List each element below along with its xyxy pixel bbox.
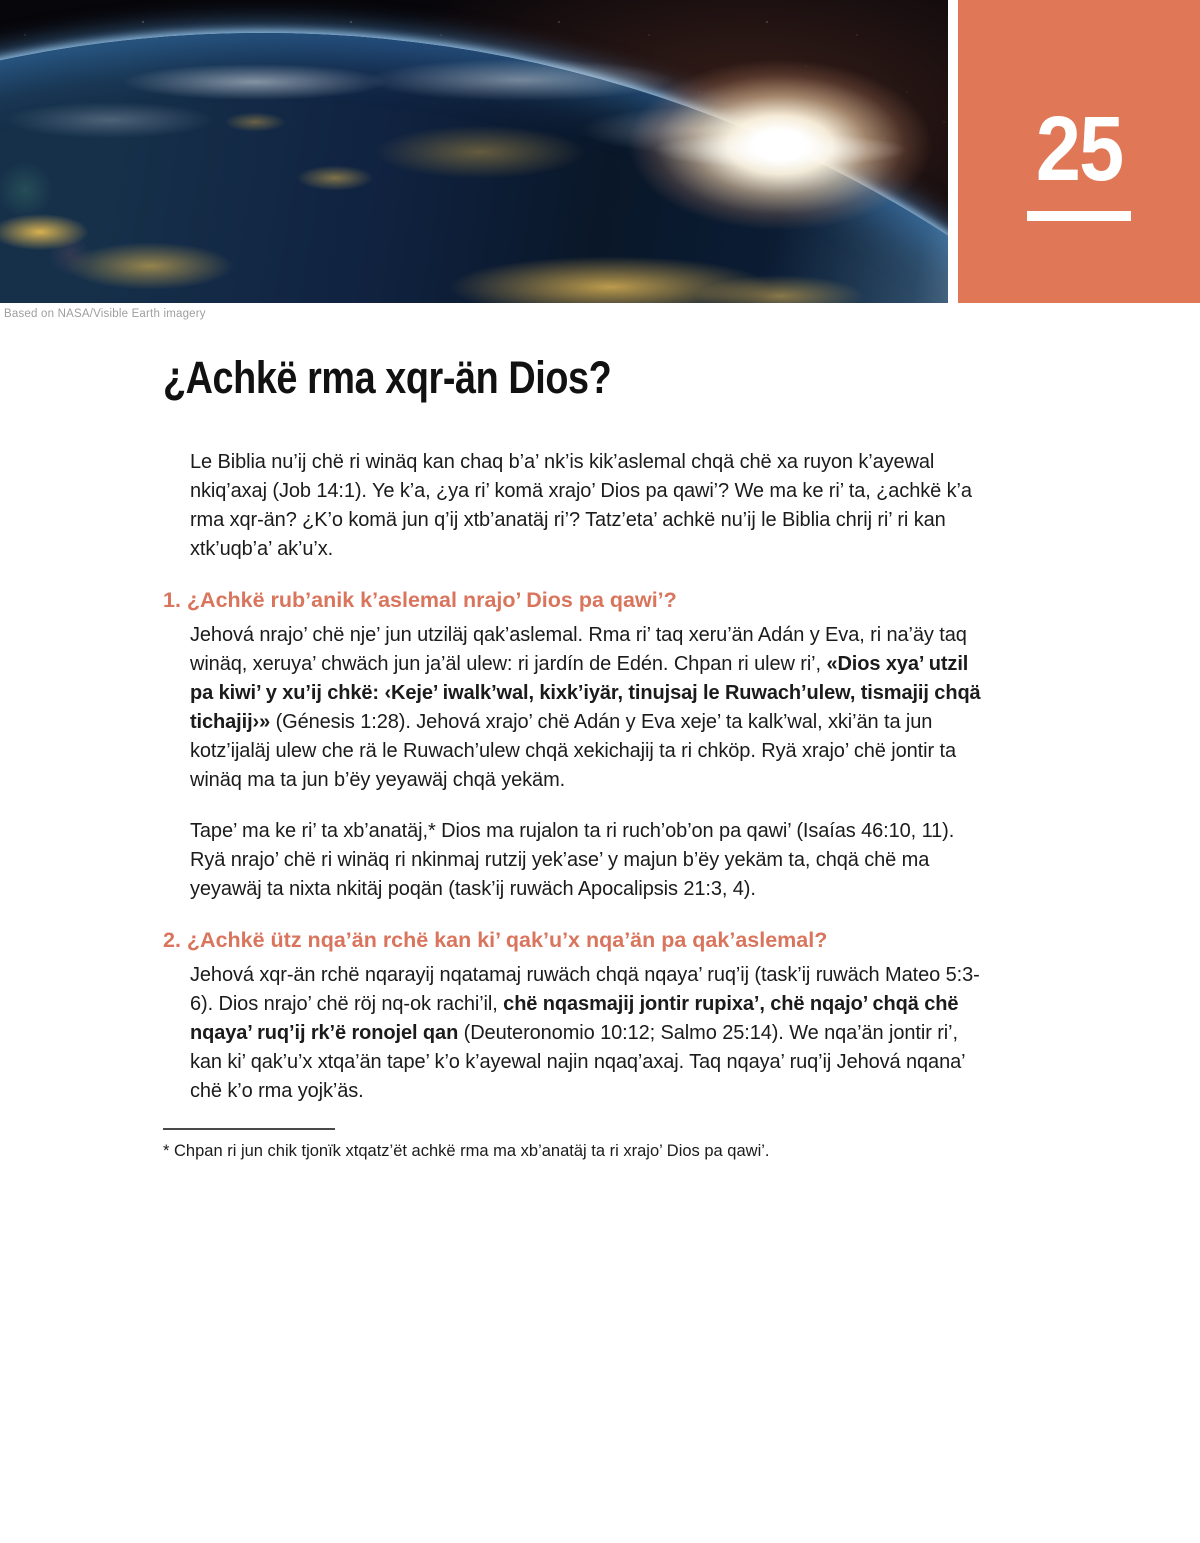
- article-content: [163, 350, 987, 1162]
- section-2-paragraph-1: [190, 961, 987, 1106]
- footnote-text: * Chpan ri jun chik tjonïk xtqatz’ët achkë rma ma xb’anatäj ta ri xrajo’ Dios pa qawi’.: [163, 1142, 770, 1160]
- page-title: ¿Achkë rma xqr-än Dios?: [163, 352, 612, 403]
- section-1-paragraph-2: [190, 817, 987, 904]
- section-1-paragraph-1: [190, 621, 987, 795]
- earth-from-space-photo: [0, 0, 948, 303]
- footnote-divider: [163, 1128, 335, 1130]
- chapter-number: 25: [1035, 97, 1123, 200]
- section-2-heading: 2. ¿Achkë ütz nqa’än rchë kan ki’ qak’u’x nqa’än pa qak’aslemal?: [163, 928, 828, 952]
- text-run: Tape’ ma ke ri’ ta xb’anatäj,* Dios ma rujalon ta ri ruch’ob’on pa qawi’ (Isaías 46:10, 11). Ryä nrajo’ chë ri winäq ri nkinmaj rutzij yek’ase’ y majun b’ëy yekäm ta, chqä chë ma yeyawäj ta nixta nkitäj poqän (task’ij ruwäch Apocalipsis 21:3, 4).: [190, 820, 955, 900]
- text-run: Jehová nrajo’ chë nje’ jun utziläj qak’aslemal. Rma ri’ taq xeru’än Adán y Eva, ri na’äy taq winäq, xeruya’ chwäch jun ja’äl ulew: ri jardín de Edén. Chpan ri ulew ri’,: [190, 624, 967, 675]
- chapter-number-underline: [1027, 211, 1131, 221]
- text-run: (Génesis 1:28). Jehová xrajo’ chë Adán y Eva xeje’ ta kalk’wal, xki’än ta jun kotz’ijaläj ulew che rä le Ruwach’ulew chqä xekichajij ta ri chköp. Ryä xrajo’ chë jontir ta winäq ma ta jun b’ëy yeyawäj chqä yekäm.: [190, 711, 956, 791]
- sunrise-glare: [580, 20, 948, 270]
- intro-paragraph: Le Biblia nu’ij chë ri winäq kan chaq b’a’ nk’is kik’aslemal chqä chë xa ruyon k’ayewal nkiq’axaj (Job 14:1). Ye k’a, ¿ya ri’ komä xrajo’ Dios pa qawi’? We ma ke ri’ ta, ¿achkë k’a rma xqr-än? ¿K’o komä jun q’ij xtb’anatäj ri’? Tatz’eta’ achkë nu’ij le Biblia chrij ri’ ri kan xtk’uqb’a’ ak’u’x.: [190, 451, 972, 560]
- bold-quote-run: chë nqasmajij jontir rupixa’, chë nqajo’ chqä chë nqaya’ ruq’ij rk’ë ronojel qan: [190, 993, 959, 1044]
- bold-quote-run: «Dios xya’ utzil pa kiwi’ y xu’ij chkë: ‹Keje’ iwalk’wal, kixk’iyär, tinujsaj le Ruwach’ulew, tismajij chqä tichajij›»: [190, 653, 981, 733]
- section-1-heading: 1. ¿Achkë rub’anik k’aslemal nrajo’ Dios pa qawi’?: [163, 588, 677, 612]
- text-run: (Deuteronomio 10:12; Salmo 25:14). We nqa’än jontir ri’, kan ki’ qak’u’x xtqa’än tape’ k’o k’ayewal najin nqaq’axaj. Taq nqaya’ ruq’ij Jehová nqana’ chë k’o rma yojk’äs.: [190, 1022, 965, 1102]
- text-run: Jehová xqr-än rchë nqarayij nqatamaj ruwäch chqä nqaya’ ruq’ij (task’ij ruwäch Mateo 5:3-6). Dios nrajo’ chë röj nq-ok rachi’il,: [190, 964, 980, 1015]
- image-credit: Based on NASA/Visible Earth imagery: [4, 308, 206, 320]
- chapter-number-box: [958, 0, 1200, 303]
